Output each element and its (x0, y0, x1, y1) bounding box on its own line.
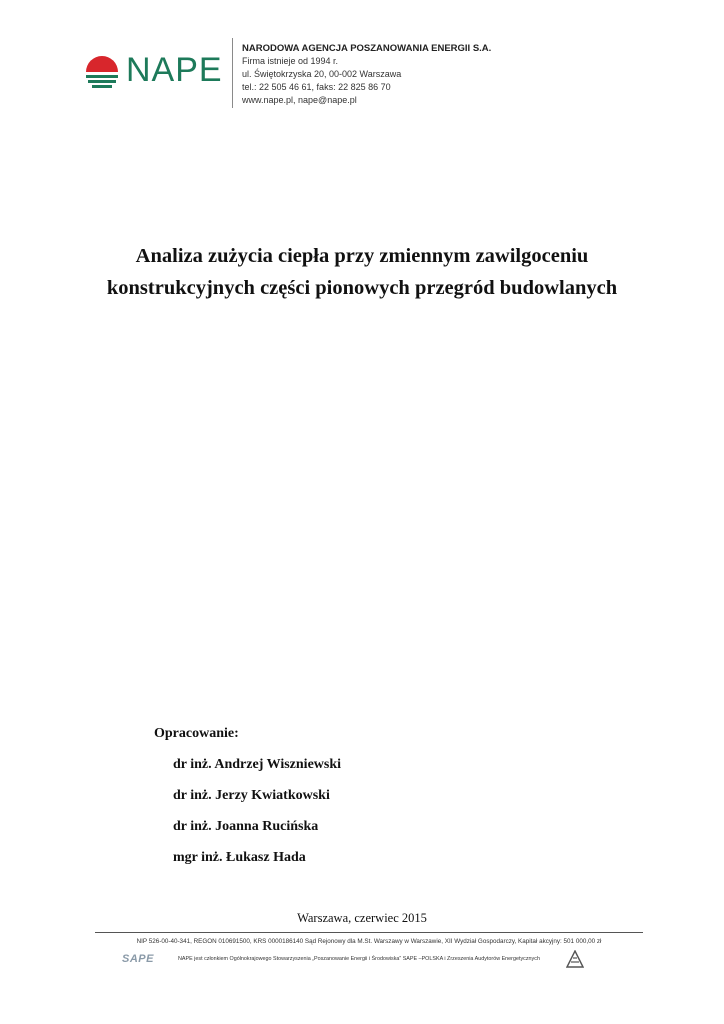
footer-membership: NAPE jest członkiem Ogólnokrajowego Stowarzyszenia „Poszanowanie Energii i Środowiska” SAPE –POLSKA i Zrzeszenia Audytorów Energetycznych (178, 956, 540, 962)
org-web[interactable]: www.nape.pl, nape@nape.pl (242, 95, 357, 105)
org-phone: tel.: 22 505 46 61, faks: 22 825 86 70 (242, 82, 391, 92)
author-name: dr inż. Joanna Rucińska (173, 819, 319, 834)
nape-logo (84, 51, 224, 90)
header-divider (232, 38, 233, 108)
org-address: ul. Świętokrzyska 20, 00-002 Warszawa (242, 69, 402, 79)
author-name: mgr inż. Łukasz Hada (173, 850, 306, 865)
author-name: dr inż. Andrzej Wiszniewski (173, 757, 342, 772)
footer-divider (95, 932, 643, 933)
document-title (60, 240, 664, 304)
logo-text: NAPE (126, 51, 223, 89)
title-line-2: konstrukcyjnych części pionowych przegród budowlanych (106, 277, 618, 299)
org-line: Firma istnieje od 1994 r. (242, 56, 339, 66)
authors-label: Opracowanie: (154, 726, 239, 741)
nape-sun-icon (84, 54, 120, 90)
org-name: NARODOWA AGENCJA POSZANOWANIA ENERGII S.A. (242, 43, 492, 54)
author-name: dr inż. Jerzy Kwiatkowski (173, 788, 330, 803)
sape-logo: SAPE (122, 953, 154, 965)
footer-registry: NIP 526-00-40-341, REGON 010691500, KRS 0000186140 Sąd Rejonowy dla M.St. Warszawy w Warszawie, XII Wydział Gospodarczy, Kapitał akcyjny: 501 000,00 zł (136, 938, 602, 945)
org-info (242, 42, 491, 107)
title-line-1: Analiza zużycia ciepła przy zmiennym zawilgoceniu (135, 245, 589, 267)
authors-block (154, 725, 341, 867)
place-date: Warszawa, czerwiec 2015 (297, 911, 427, 925)
auditors-logo-icon (566, 950, 584, 968)
